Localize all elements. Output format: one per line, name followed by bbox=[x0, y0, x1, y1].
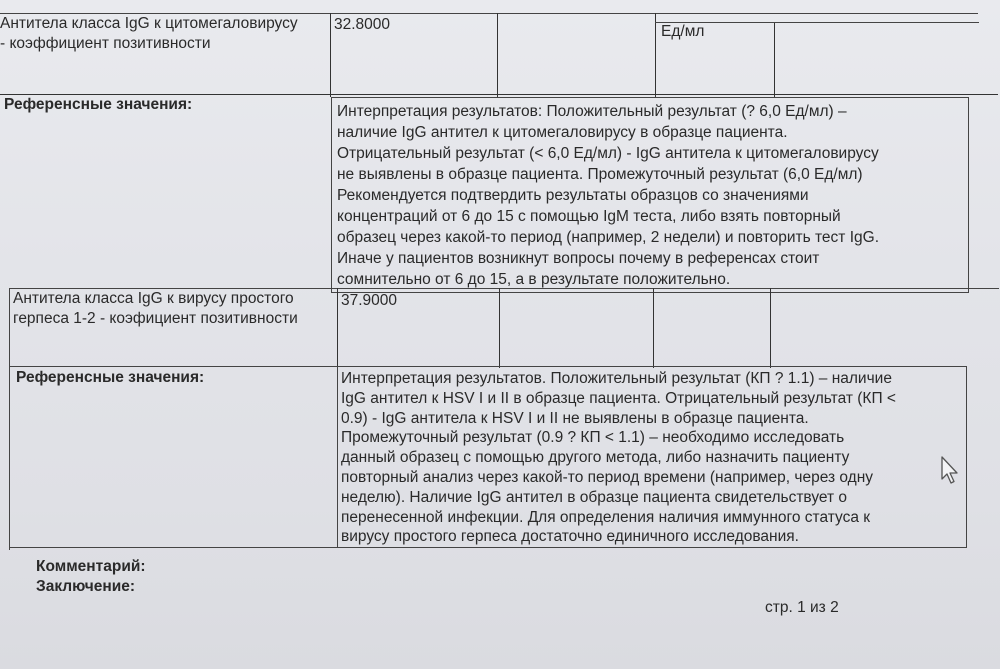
ref1-line: концентраций от 6 до 15 с помощью IgM теста, либо взять повторный bbox=[337, 208, 841, 225]
ref1-line: не выявлены в образце пациента. Промежуточный результат (6,0 Ед/мл) bbox=[337, 166, 863, 183]
ref2-line: неделю). Наличие IgG антител в образце пациента свидетельствует о bbox=[341, 488, 848, 506]
mouse-pointer-icon bbox=[940, 455, 962, 485]
ref2-line: вирусу простого герпеса достаточно единичного исследования. bbox=[341, 528, 799, 546]
ref1-line: Интерпретация результатов: Положительный результат (? 6,0 Ед/мл) – bbox=[337, 103, 847, 120]
ref2-label: Референсные значения: bbox=[16, 369, 205, 386]
ref2-line: повторный анализ через какой-то период времени (например, через одну bbox=[341, 468, 874, 486]
row2-value: 37.9000 bbox=[341, 292, 398, 309]
comment-label: Комментарий: bbox=[36, 558, 146, 575]
ref1-text bbox=[337, 101, 879, 290]
ref2-line: IgG антител к HSV I и II в образце пациента. Отрицательный результат (КП < bbox=[341, 389, 896, 407]
row1-divider-2 bbox=[497, 13, 498, 97]
row2-divider-1 bbox=[337, 288, 338, 368]
ref2-line: 0.9) - IgG антитела к HSV I и II не выявлены в образце пациента. bbox=[341, 409, 809, 427]
row1-value: 32.8000 bbox=[334, 16, 391, 33]
ref2-line: перенесенной инфекции. Для определения наличия иммунного статуса к bbox=[341, 508, 871, 526]
conclusion-label: Заключение: bbox=[36, 578, 136, 595]
row2-divider-3 bbox=[653, 288, 654, 368]
row2-divider-4 bbox=[770, 288, 771, 368]
row2-divider-2 bbox=[499, 288, 500, 368]
ref1-line: образец через какой-то период (например, 2 недели) и повторить тест IgG. bbox=[337, 229, 880, 246]
row2-test-name-line2: герпеса 1-2 - коэфициент позитивности bbox=[13, 310, 298, 327]
ref1-line: сомнительно от 6 до 15, а в результате положительно. bbox=[337, 271, 731, 288]
ref2-line: Интерпретация результатов. Положительный результат (КП ? 1.1) – наличие bbox=[341, 370, 892, 387]
ref2-text bbox=[341, 369, 896, 547]
row2-left-border bbox=[9, 288, 10, 550]
row1-divider-3 bbox=[655, 13, 656, 97]
ref2-line: Промежуточный результат (0.9 ? КП < 1.1) – необходимо исследовать bbox=[341, 429, 845, 447]
ref2-line: данный образец с помощью другого метода, либо назначить пациенту bbox=[341, 449, 850, 467]
row1-divider-1 bbox=[330, 13, 331, 97]
ref1-line: Рекомендуется подтвердить результаты образцов со значениями bbox=[337, 187, 809, 204]
ref1-label: Референсные значения: bbox=[4, 96, 193, 113]
row2-test-name-line1: Антитела класса IgG к вирусу простого bbox=[13, 290, 294, 307]
row1-unit: Ед/мл bbox=[661, 23, 705, 40]
ref1-line: Отрицательный результат (< 6,0 Ед/мл) - IgG антитела к цитомегаловирусу bbox=[337, 145, 879, 162]
ref1-line: наличие IgG антител к цитомегаловирусу в образце пациента. bbox=[337, 124, 788, 141]
ref1-line: Иначе у пациентов возникнут вопросы почему в референсах стоит bbox=[337, 250, 820, 267]
row1-divider-4 bbox=[774, 22, 775, 97]
page-number: стр. 1 из 2 bbox=[765, 599, 839, 616]
row1-test-name-line1: Антитела класса IgG к цитомегаловирусу bbox=[0, 15, 298, 32]
row1-test-name-line2: - коэффициент позитивности bbox=[0, 35, 211, 52]
